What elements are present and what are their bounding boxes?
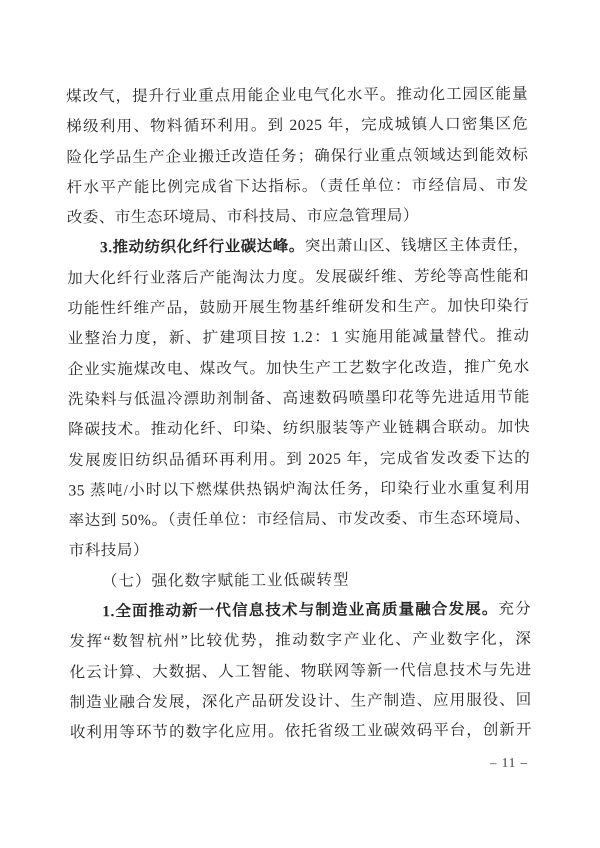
body-text: 降碳技术。推动化纤、印染、纺织服装等产业链耦合联动。加快 — [68, 418, 531, 439]
responsibility-unit-text: 市科技局） — [68, 542, 149, 560]
body-text: 功能性纤维产品，鼓励开展生物基纤维研发和生产。加快印染行 — [67, 297, 530, 318]
text-line — [67, 231, 529, 264]
text-line — [68, 383, 530, 416]
responsibility-unit-text: 改委、市生态环境局、市科技局、市应急管理局） — [66, 207, 419, 227]
text-line — [66, 140, 528, 173]
emphasis-text: 3.推动纺织化纤行业碳达峰。 — [99, 238, 305, 257]
text-line — [69, 504, 531, 537]
text-line — [69, 595, 531, 628]
body-text: 洗染料与低温冷漂助剂制备、高速数码喷墨印花等先进适用节能 — [67, 388, 530, 409]
text-line — [69, 655, 531, 688]
body-text: 制造业融合发展，深化产品研发设计、生产制造、应用服役、回 — [69, 691, 532, 712]
text-line — [70, 686, 532, 719]
text-line — [68, 443, 530, 476]
text-line — [69, 534, 531, 567]
body-text: 煤改气，提升行业重点用能企业电气化水平。推动化工园区能量 — [66, 85, 529, 106]
body-text: 发挥“数智杭州”比较优势，推动数字产业化、产业数字化，深 — [69, 630, 532, 651]
body-text: 化云计算、大数据、人工智能、物联网等新一代信息技术与先进 — [69, 661, 532, 682]
body-text: 充分 — [498, 600, 532, 618]
body-text: 梯级利用、物料循环利用。到 2025 年，完成城镇人口密集区危 — [66, 115, 529, 136]
text-line — [68, 352, 530, 385]
body-text: 率达到 50%。 — [68, 511, 168, 530]
body-text: 企业实施煤改电、煤改气。加快生产工艺数字化改造，推广免水 — [67, 358, 530, 379]
text-line — [66, 80, 528, 113]
text-line — [70, 716, 532, 749]
body-text: 险化学品生产企业搬迁改造任务；确保行业重点领域达到能效标 — [66, 146, 529, 167]
body-text: 加大化纤行业落后产能淘汰力度。发展碳纤维、芳纶等高性能和 — [67, 267, 530, 288]
text-line — [67, 292, 529, 325]
text-line — [67, 170, 529, 203]
page-number: – 11 – — [489, 754, 529, 770]
body-text: 收利用等环节的数字化应用。依托省级工业碳效码平台，创新开 — [69, 721, 532, 742]
body-text: 35 蒸吨/小时以下燃煤供热锅炉淘汰任务，印染行业水重复利用 — [68, 479, 531, 500]
body-text: 杆水平产能比例完成省下达指标。 — [66, 177, 319, 197]
responsibility-unit-text: （责任单位：市经信局、市发 — [318, 176, 529, 195]
responsibility-unit-text: （七）强化数字赋能工业低碳转型 — [101, 571, 350, 590]
document-body — [66, 80, 532, 749]
text-line — [66, 110, 528, 143]
text-line — [69, 625, 531, 658]
responsibility-unit-text: （责任单位：市经信局、市发改委、市生态环境局、 — [167, 509, 531, 529]
body-text: 突出萧山区、钱塘区主体责任， — [304, 237, 530, 256]
text-line — [67, 322, 529, 355]
body-text: 业整治力度，新、扩建项目按 1.2：1 实施用能减量替代。推动 — [67, 327, 530, 348]
body-text: 发展废旧纺织品循环再利用。到 2025 年，完成省发改委下达的 — [68, 449, 531, 469]
text-line — [67, 201, 529, 234]
emphasis-text: 1.全面推动新一代信息技术与制造业高质量融合发展。 — [102, 600, 499, 621]
text-line — [67, 261, 529, 294]
section-heading — [69, 564, 531, 597]
text-line — [68, 473, 530, 506]
text-line — [68, 413, 530, 446]
